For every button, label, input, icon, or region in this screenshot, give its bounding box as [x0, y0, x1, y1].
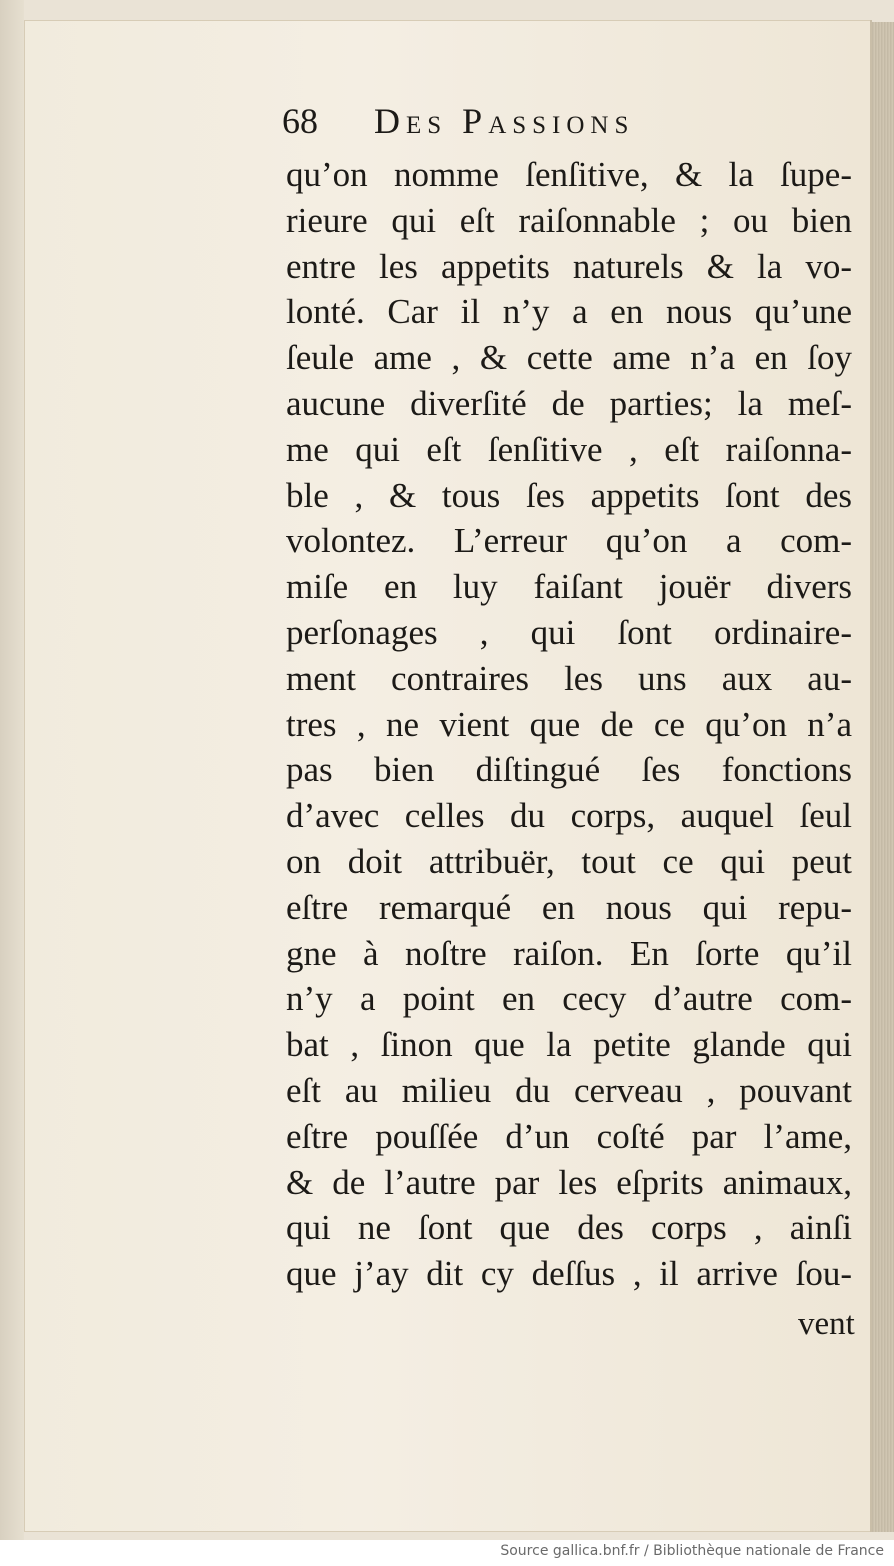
- text-line: me qui eſt ſenſitive , eſt raiſonna-: [286, 429, 852, 469]
- text-line: qui ne ſont que des corps , ainſi: [286, 1208, 852, 1248]
- text-line: ment contraires les uns aux au-: [286, 658, 852, 698]
- text-line: aucune diverſité de parties; la meſ-: [286, 383, 852, 423]
- text-line: on doit attribuër, tout ce qui peut: [286, 841, 852, 881]
- text-line: que j’ay dit cy deſſus , il arrive ſou-: [286, 1254, 852, 1294]
- text-line: miſe en luy faiſant jouër divers: [286, 567, 852, 607]
- text-line: gne à noſtre raiſon. En ſorte qu’il: [286, 933, 852, 973]
- page-edge: [872, 22, 894, 1532]
- text-line: eſtre pouſſée d’un coſté par l’ame,: [286, 1116, 852, 1156]
- text-line: pas bien diſtingué ſes fonctions: [286, 750, 852, 790]
- running-title: Des Passions: [374, 101, 635, 141]
- text-line: entre les appetits naturels & la vo-: [286, 246, 852, 286]
- text-line: rieure qui eſt raiſonnable ; ou bien: [286, 200, 852, 240]
- body-text: [286, 152, 852, 1297]
- text-line: lonté. Car il n’y a en nous qu’une: [286, 292, 852, 332]
- text-line: d’avec celles du corps, auquel ſeul: [286, 796, 852, 836]
- text-line: & de l’autre par les eſprits animaux,: [286, 1162, 852, 1202]
- text-line: perſonages , qui ſont ordinaire-: [286, 612, 852, 652]
- source-credit: Source gallica.bnf.fr / Bibliothèque nationale de France: [500, 1543, 884, 1559]
- text-line: ble , & tous ſes appetits ſont des: [286, 475, 852, 515]
- text-line: volontez. L’erreur qu’on a com-: [286, 521, 852, 561]
- page-number: 68: [282, 101, 318, 141]
- catchword: vent: [798, 1306, 855, 1342]
- text-line: tres , ne vient que de ce qu’on n’a: [286, 704, 852, 744]
- text-line: eſt au milieu du cerveau , pouvant: [286, 1070, 852, 1110]
- text-line: eſtre remarqué en nous qui repu-: [286, 887, 852, 927]
- text-line: qu’on nomme ſenſitive, & la ſupe-: [286, 155, 852, 194]
- footer-bar: [0, 1540, 894, 1566]
- text-line: ſeule ame , & cette ame n’a en ſoy: [286, 338, 852, 378]
- binding-shadow: [0, 0, 24, 1540]
- running-head: [282, 100, 762, 156]
- text-line: bat , ſinon que la petite glande qui: [286, 1025, 852, 1065]
- text-line: n’y a point en cecy d’autre com-: [286, 979, 852, 1019]
